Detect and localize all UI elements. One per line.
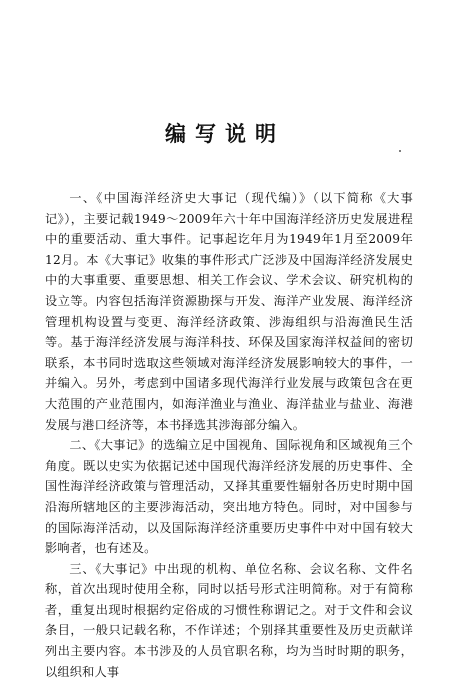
paragraph-3: 三、《大事记》中出现的机构、单位名称、会议名称、文件名称，首次出现时使用全称，同时以括号形式注明简称。对于有简称者，重复出现时根据约定俗成的习惯性称谓记之。对于文件和会议条目，一般只记载名称，不作详述；个别择其重要性及历史贡献详列出主要内容。本书涉及的人员官职名称，均为当时时期的职务，以组织和人事 [45, 561, 413, 679]
paragraph-2: 二、《大事记》的选编立足中国视角、国际视角和区域视角三个角度。既以史实为依据记述中国现代海洋经济发展的历史事件、全国性海洋经济政策与管理活动，又择其重要性辐射各历史时期中国沿海所辖地区的主要涉海活动，突出地方特色。同时，对中国参与的国际海洋活动，以及国际海洋经济重要历史事件中对中国有较大影响者，也有述及。 [45, 438, 413, 556]
paragraph-1: 一、《中国海洋经济史大事记（现代编）》（以下简称《大事记》），主要记载1949～2009年六十年中国海洋经济历史发展进程中的重要活动、重大事件。记事起讫年月为1949年1月至2009年12月。本《大事记》收集的事件形式广泛涉及中国海洋经济发展史中的大事重要、重要思想、相关工作会议、学术会议、研究机构的设立等。内容包括海洋资源勘探与开发、海洋产业发展、海洋经济管理机构设置与变更、海洋经济政策、涉海组织与沿海渔民生活等。基于海洋经济发展与海洋科技、环保及国家海洋权益间的密切联系，本书同时选取这些领域对海洋经济发展影响较大的事件，一并编入。另外，考虑到中国诸多现代海洋行业发展与政策包含在更大范围的产业范围内，如海洋渔业与渔业、海洋盐业与盐业、海港发展与港口经济等，本书择选其涉海部分编入。 [45, 191, 413, 432]
print-speck [399, 150, 401, 152]
page-title: 编写说明 [165, 121, 285, 146]
document-body [45, 188, 413, 682]
